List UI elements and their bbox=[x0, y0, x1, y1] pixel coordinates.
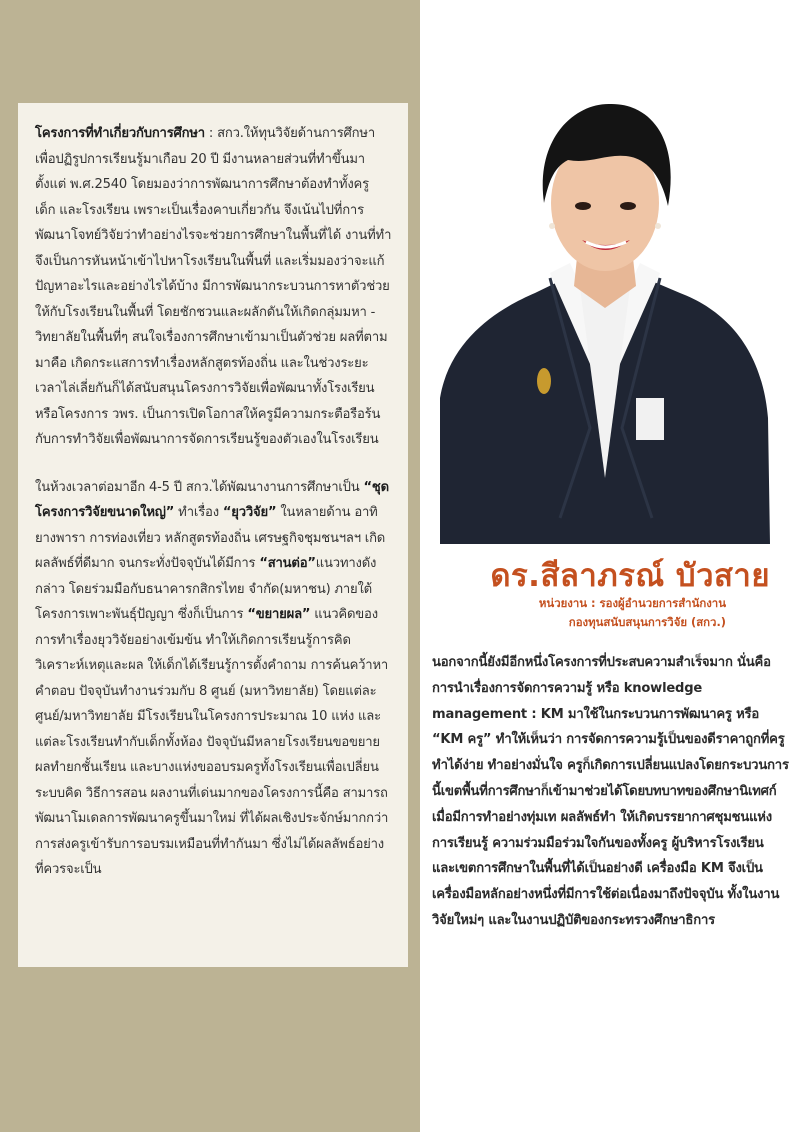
paragraph-km-teachers: นอกจากนี้ยังมีอีกหนึ่งโครงการที่ประสบความสำเร็จมาก นั่นคือ การนำเรื่องการจัดการความรู้ หรือ knowledge management : KM มาใช้ในกระบวนการพัฒนาครู หรือ “KM ครู” ทำให้เห็นว่า การจัดการความรู้เป็นของดีราคาถูกที่ครูทำได้ง่าย ทำอย่างมั่นใจ ครูก็เกิดการเปลี่ยนแปลงโดยกระบวนการนี้เขตพื้นที่การศึกษาก็เข้ามาช่วยได้โดยบทบาทของศึกษานิเทศก์ เมื่อมีการทำอย่างทุ่มเท ผลลัพธ์ทำ ให้เกิดบรรยากาศชุมชนแห่งการเรียนรู้ ความร่วมมือร่วมใจกันของทั้งครู ผู้บริหารโรงเรียน และเขตการศึกษาในพื้นที่ได้เป็นอย่างดี เครื่องมือ KM จึงเป็นเครื่องมือหลักอย่างหนึ่งที่มีการใช้ต่อเนื่องมาถึงปัจจุบัน ทั้งในงานวิจัยใหม่ๆ และในงานปฏิบัติของกระทรวงศึกษาธิการ bbox=[432, 655, 789, 928]
text-run: ในหลายด้าน อาทิ ยางพารา การท่องเที่ยว หลักสูตรท้องถิ่น เศรษฐกิจชุมชนฯลฯ เกิดผลลัพธ์ที่ดีมาก จนกระทั่งปัจจุบันได้มีการ bbox=[35, 505, 386, 571]
affiliation-line-2: กองทุนสนับสนุนการวิจัย (สกว.) bbox=[568, 615, 726, 629]
paragraph-education-projects bbox=[35, 121, 392, 453]
portrait-illustration bbox=[440, 98, 770, 544]
bold-run: “ชุดโครงการวิจัยขนาดใหญ่” bbox=[35, 479, 389, 520]
bold-run: “สานต่อ” bbox=[259, 556, 316, 571]
paragraph-body: : สกว.ให้ทุนวิจัยด้านการศึกษาเพื่อปฏิรูปการเรียนรู้มาเกือบ 20 ปี มีงานหลายส่วนที่ทำขึ้นมาตั้งแต่ พ.ศ.2540 โดยมองว่าการพัฒนาการศึกษาต้องทำทั้งครู เด็ก และโรงเรียน เพราะเป็นเรื่องคาบเกี่ยวกัน จึงเน้นไปที่การพัฒนาโจทย์วิจัยว่าทำอย่างไรจะช่วยการศึกษาในพื้นที่ได้ งานที่ทำจึงเป็นการหันหน้าเข้าไปหาโรงเรียนในพื้นที่ และเริ่มมองว่าจะแก้ปัญหาอะไรและอย่างไรได้บ้าง มีการพัฒนากระบวนการหาตัวช่วยให้กับโรงเรียนในพื้นที่ โดยชักชวนและผลักดันให้เกิดกลุ่มมหา - วิทยาลัยในพื้นที่ๆ สนใจเรื่องการศึกษาเข้ามาเป็นตัวช่วย ผลที่ตามมาคือ เกิดกระแสการทำเรื่องหลักสูตรท้องถิ่น และในช่วงระยะเวลาไล่เลี่ยกันก็ได้สนับสนุนโครงการวิจัยเพื่อพัฒนาทั้งโรงเรียน หรือโครงการ วพร. เป็นการเปิดโอกาสให้ครูมีความกระตือรือร้นกับการทำวิจัยเพื่อพัฒนาการจัดการเรียนรู้ของตัวเองในโรงเรียน bbox=[35, 126, 392, 447]
text-run: ทำเรื่อง bbox=[174, 505, 223, 520]
portrait-photo bbox=[440, 98, 770, 544]
left-text-box bbox=[18, 103, 408, 967]
bold-run: “ขยายผล” bbox=[247, 607, 311, 622]
text-run: แนวคิดของการทำเรื่องยุววิจัยอย่างเข้มข้น ทำให้เกิดการเรียนรู้การคิดวิเคราะห์เหตุและผล ให้เด็กได้เรียนรู้การตั้งคำถาม การค้นคว้าหาคำตอบ ปัจจุบันทำงานร่วมกับ 8 ศูนย์ (มหาวิทยาลัย) โดยแต่ละศูนย์/มหาวิทยาลัย มีโรงเรียนในโครงการประมาณ 10 แห่ง และแต่ละโรงเรียนทำกับเด็กทั้งห้อง ปัจจุบันมีหลายโรงเรียนขอขยายผลทำยกชั้นเรียน และบางแห่งขออบรมครูทั้งโรงเรียนเพื่อเปลี่ยนระบบคิด วิธีการสอน ผลงานที่เด่นมากของโครงการนี้คือ สามารถพัฒนาโมเดลการพัฒนาครูขึ้นมาใหม่ ที่ได้ผลเชิงประจักษ์มากกว่าการส่งครูเข้ารับการอบรมเหมือนที่ทำกันมา ซึ่งไม่ได้ผลลัพธ์อย่างที่ควรจะเป็น bbox=[35, 607, 389, 877]
person-name: ดร.สีลาภรณ์ บัวสาย bbox=[490, 558, 770, 594]
text-run: ในห้วงเวลาต่อมาอีก 4-5 ปี สกว.ได้พัฒนางานการศึกษาเป็น bbox=[35, 479, 364, 495]
paragraph-lead: โครงการที่ทำเกี่ยวกับการศึกษา bbox=[35, 126, 205, 141]
affiliation-line-1: หน่วยงาน : รองผู้อำนวยการสำนักงาน bbox=[538, 596, 726, 610]
text-run: แนวทางดังกล่าว โดยร่วมมือกับธนาคารกสิกรไทย จำกัด(มหาชน) ภายใต้โครงการเพาะพันธุ์ปัญญา ซึ่งก็เป็นการ bbox=[35, 556, 377, 622]
paragraph-large-projects bbox=[35, 475, 392, 883]
bold-run: “ยุววิจัย” bbox=[222, 505, 277, 520]
